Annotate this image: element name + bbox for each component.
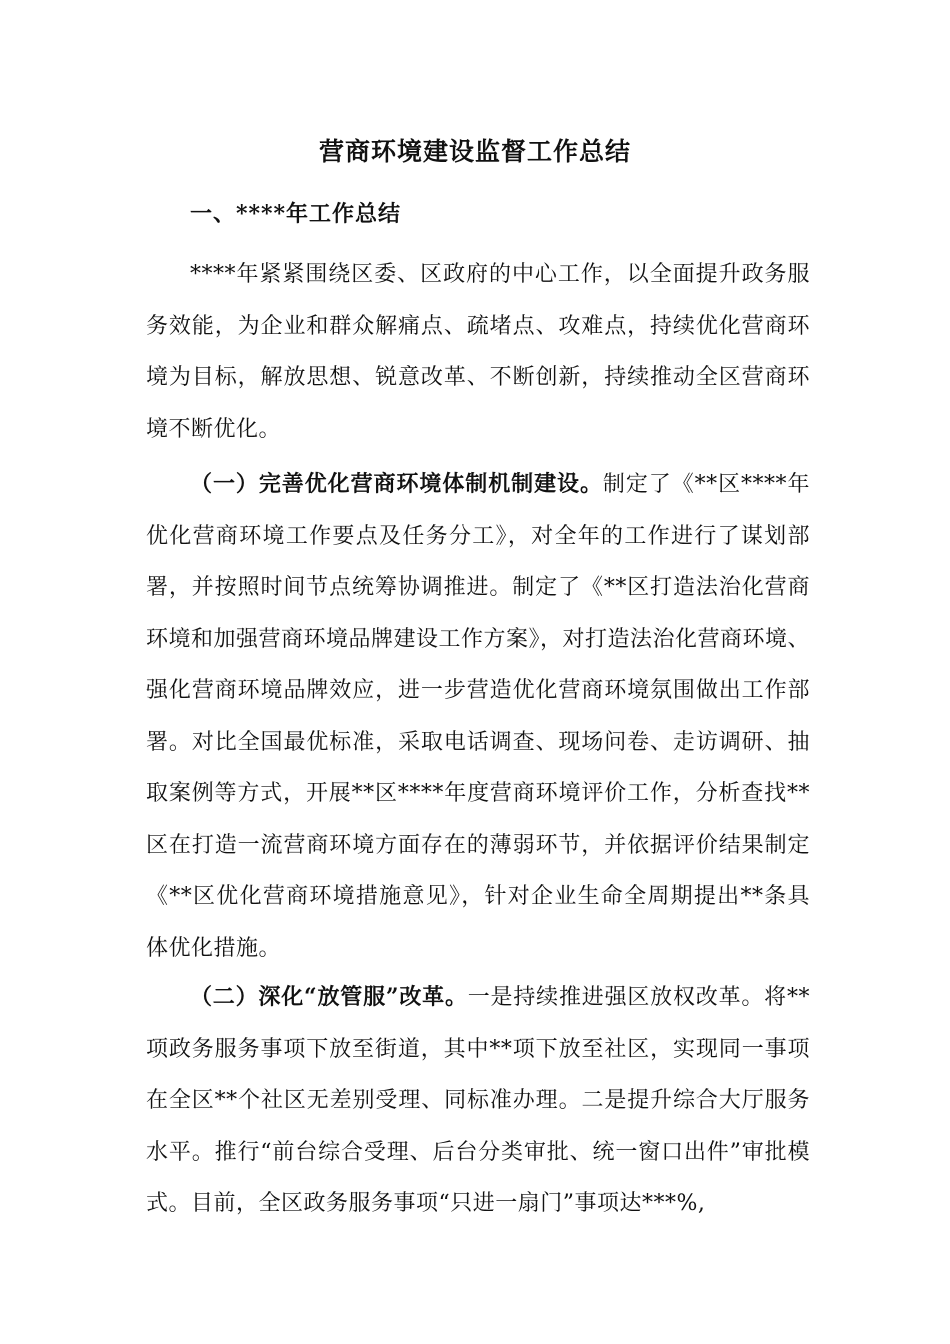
paragraph-mechanism: [146, 459, 810, 974]
paragraph-body: 一是持续推进强区放权改革。将**项政务服务事项下放至街道，其中**项下放至社区，实现同一事项在全区**个社区无差别受理、同标准办理。二是提升综合大厅服务水平。推行“前台综合受理、后台分类审批、统一窗口出件”审批模式。目前，全区政务服务事项“只进一扇门”事项达***%,: [146, 985, 810, 1216]
section-heading: 一、****年工作总结: [190, 201, 402, 227]
paragraph-body: 制定了《**区****年优化营商环境工作要点及任务分工》，对全年的工作进行了谋划部署，并按照时间节点统筹协调推进。制定了《**区打造法治化营商环境和加强营商环境品牌建设工作方案》，对打造法治化营商环境、强化营商环境品牌效应，进一步营造优化营商环境氛围做出工作部署。对比全国最优标准，采取电话调查、现场问卷、走访调研、抽取案例等方式，开展**区****年度营商环境评价工作，分析查找**区在打造一流营商环境方面存在的薄弱环节，并依据评价结果制定《**区优化营商环境措施意见》，针对企业生命全周期提出**条具体优化措施。: [146, 472, 811, 961]
paragraph-reform: [146, 972, 810, 1230]
paragraph-lead: （二）深化“放管服”改革。: [190, 984, 468, 1010]
paragraph-lead: （一）完善优化营商环境体制机制建设。: [190, 471, 603, 497]
document-title: 营商环境建设监督工作总结: [318, 137, 631, 166]
paragraph-intro: ****年紧紧围绕区委、区政府的中心工作，以全面提升政务服务效能，为企业和群众解痛点、疏堵点、攻难点，持续优化营商环境为目标，解放思想、锐意改革、不断创新，持续推动全区营商环境不断优化。: [146, 262, 810, 442]
